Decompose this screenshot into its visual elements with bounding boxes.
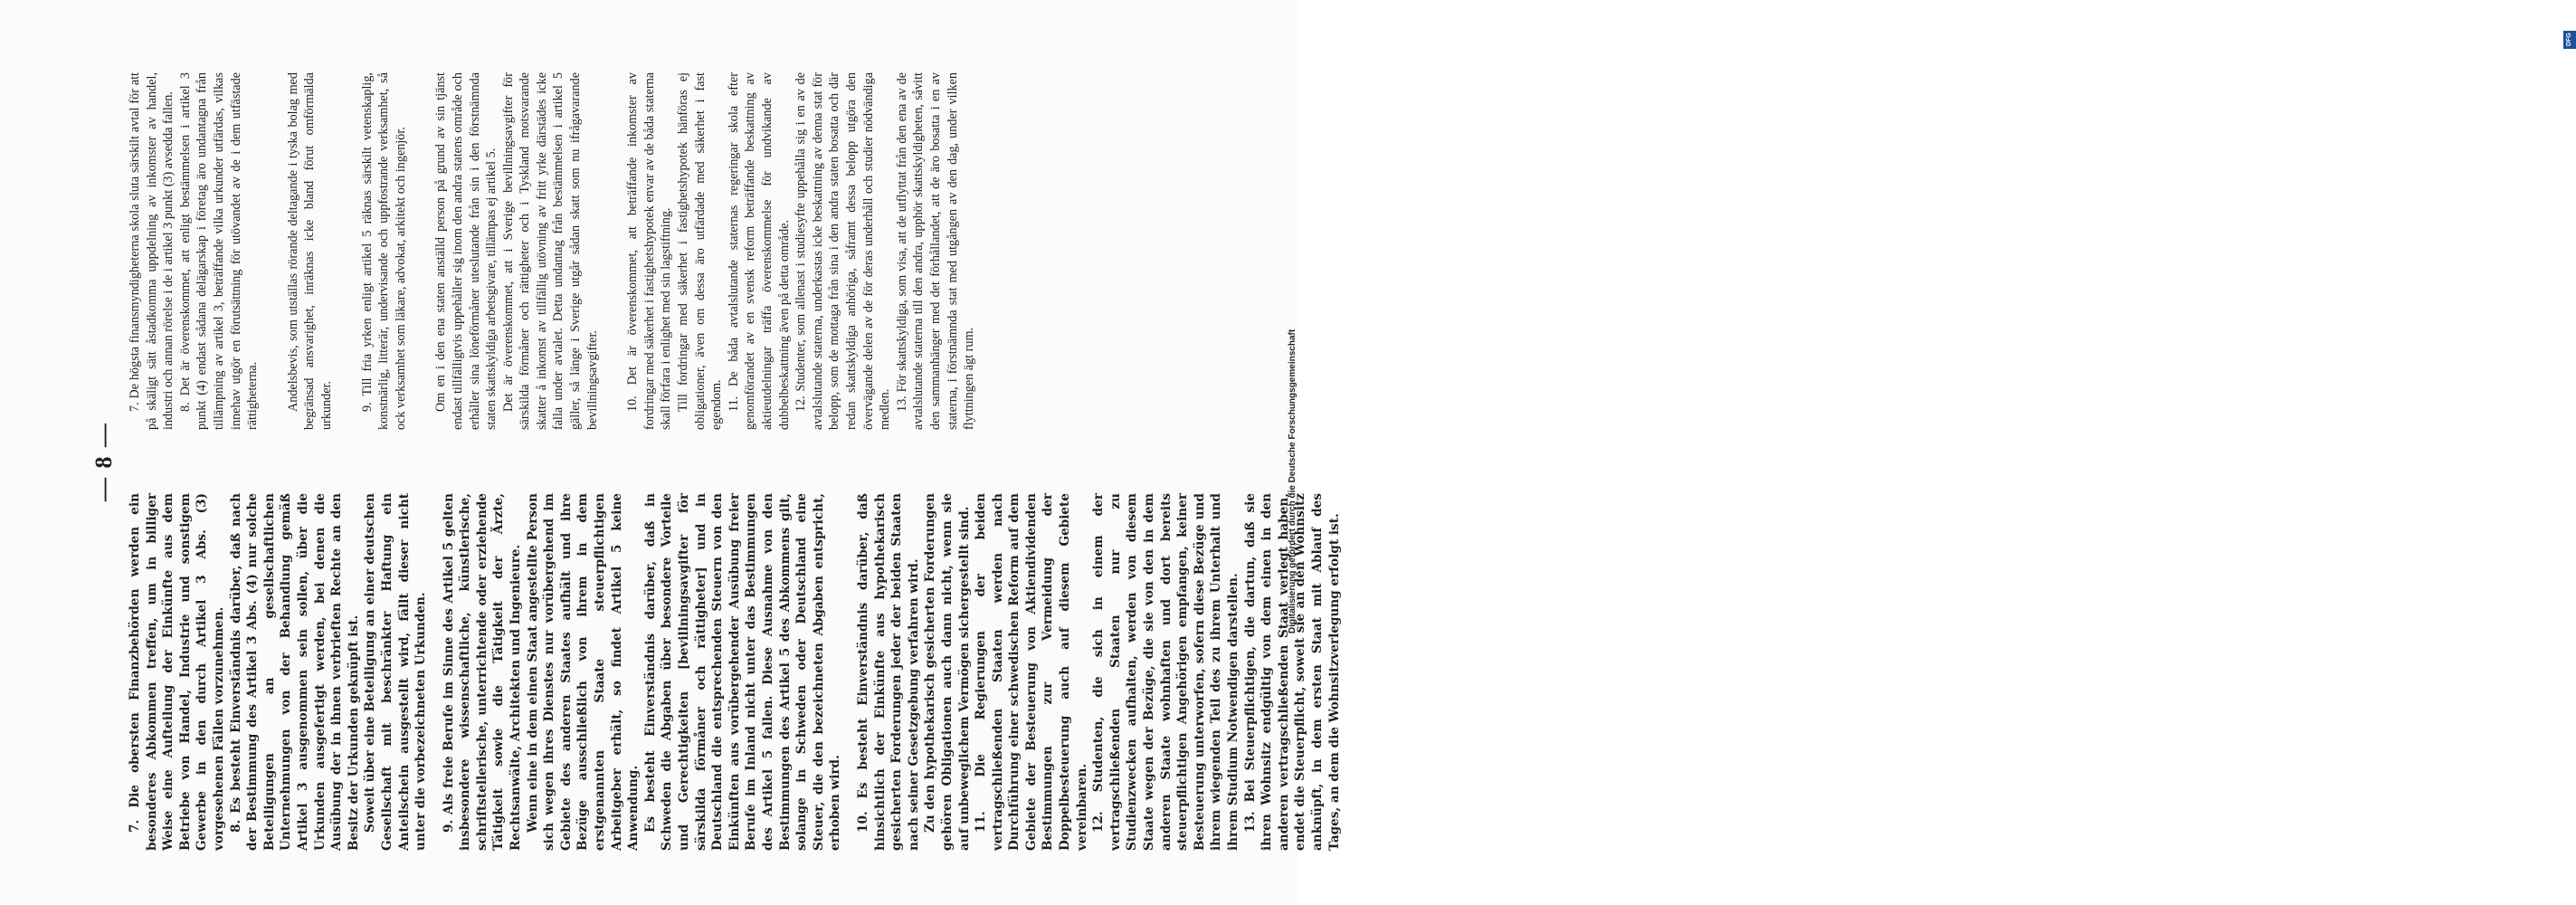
german-paragraph-8-cont: Soweit über eine Beteiligung an einer deutschen Gesellschaft mit beschränkter Haftung ein Anteilschein ausgestellt wird, fällt dieser nicht unter die vorbezeichneten Urkunden.: [363, 493, 429, 851]
swedish-paragraph-13: 13. För skattskyldiga, som visa, att de utflyttat från den ena av de avtalslutande staterna till den andra, upphör skattskyldigheten, såvitt den sammanhänger med det förhållandet, att de äro bosatta i en av staterna, i förstnämnda stat med utgången av den dag, under vilken flyttningen ägt rum.: [894, 72, 977, 430]
swedish-paragraph-10: 10. Det är överenskommet, att beträffande inkomster av fordringar med säkerhet i fastighetshypotek envar av de båda staterna skall förfara i enlighet med sin lagstiftning.: [625, 72, 674, 430]
dfg-logo: DFG: [2563, 31, 2576, 49]
german-paragraph-9: 9. Als freie Berufe im Sinne des Artikel 5 gelten insbesondere wissenschaftliche, künstlerische, schriftstellerische, unterrichtende oder erziehende Tätigkeit sowie die Tätigkeit der Ärzte, Rechtsanwälte, Architekten und Ingenieure.: [441, 493, 524, 851]
german-paragraph-10: 10. Es besteht Einverständnis darüber, daß hinsichtlich der Einkünfte aus hypothekarisch gesicherten Forderungen jeder der beiden Staaten nach seiner Gesetzgebung verfahren wird.: [855, 493, 921, 851]
swedish-paragraph-11: 11. De båda avtalslutande staternas regeringar skola efter genomförandet av en svensk reform beträffande beskattning av aktieutdelningar träffa överenskommelse för undvikande av dubbelbeskattning även på detta område.: [726, 72, 792, 430]
swedish-paragraph-9-cont-2: Det är överenskommet, att i Sverige bevillningsavgifter för särskilda förmåner och rättigheter och i Tyskland motsvarande skatter å inkomst av tillfällig utövning av fritt yrke därstädes icke falla under avtalet. Detta undantag från bestämmelsen i artikel 5 gäller, så länge i Sverige utgår sådan skatt som nu ifrågavarande bevillningsavgifter.: [500, 72, 600, 430]
german-text-column: [127, 493, 1342, 851]
digitization-credit: Digitalisierung gefördert durch die Deutsche Forschungsgemeinschaft: [1288, 329, 1298, 634]
swedish-paragraph-7: 7. De högsta finansmyndigheterna skola sluta särskilt avtal för att på skäligt sätt åstadkomma uppdelning av inkomster av handel, industri och annan rörelse i de i artikel 3 punkt (3) avsedda fallen.: [128, 72, 176, 430]
german-paragraph-13: 13. Bei Steuerpflichtigen, die dartun, daß sie ihren Wohnsitz endgültig von dem einen in den anderen vertragschließenden Staat verlegt haben, endet die Steuerpflicht, soweit sie an den Wohnsitz anknüpft, in dem ersten Staat mit Ablauf des Tages, an dem die Wohnsitzverlegung erfolgt ist.: [1242, 493, 1342, 851]
german-paragraph-10-cont: Zu den hypothekarisch gesicherten Forderungen gehören Obligationen auch dann nicht, wenn sie auf unbeweglichem Vermögen sichergestellt sind.: [923, 493, 972, 851]
german-paragraph-8: 8. Es besteht Einverständnis darüber, daß nach der Bestimmung des Artikel 3 Abs. (4) nur solche Beteiligungen an gesellschaftlichen Unternehmungen von der Behandlung gemäß Artikel 3 ausgenommen sein sollen, über die Urkunden ausgefertigt werden, bei denen die Ausübung der in ihnen verbrieften Rechte an den Besitz der Urkunden geknüpft ist.: [228, 493, 361, 851]
german-paragraph-7: 7. Die obersten Finanzbehörden werden ein besonderes Abkommen treffen, um in billiger Weise eine Aufteilung der Einkünfte aus dem Betriebe von Handel, Industrie und sonstigem Gewerbe in den durch Artikel 3 Abs. (3) vorgesehenen Fällen vorzunehmen.: [128, 493, 226, 851]
german-paragraph-11: 11. Die Regierungen der beiden vertragschließenden Staaten werden nach Durchführung einer schwedischen Reform auf dem Gebiete der Besteuerung von Aktiendividenden Bestimmungen zur Vermeidung der Doppelbesteuerung auch auf diesem Gebiete vereinbaren.: [974, 493, 1089, 851]
swedish-paragraph-10-cont: Till fordringar med säkerhet i fastighetshypotek hänföras ej obligationer, även om dessa äro utfärdade med säkerhet i fast egendom.: [676, 72, 725, 430]
swedish-paragraph-12: 12. Studenter, som allenast i studiesyfte uppehålla sig i en av de avtalslutande staterna, underkastas icke beskattning av denna stat för belopp, som de mottaga från sina i den andra staten bosatta och där redan skattskyldiga anhöriga, såframt dessa belopp utgöra den övervägande delen av de för deras underhåll och studier nödvändiga medlen.: [794, 72, 893, 430]
swedish-text-column: [127, 72, 1167, 430]
german-paragraph-9-cont-2: Es besteht Einverständnis darüber, daß in Schweden die Abgaben über besondere Vorteile und Gerechtigkeiten [bevillningsavgifter för särskilda förmåner och rättigheter] und in Deutschland die entsprechenden Steuern von den Einkünften aus vorübergehender Ausübung freier Berufe im Inland nicht unter das Bestimmungen des Artikel 5 fallen. Diese Ausnahme von den Bestimmungen des Artikel 5 des Abkommens gilt, solange in Schweden oder Deutschland eine Steuer, die den bezeichneten Abgaben entspricht, erhoben wird.: [642, 493, 843, 851]
swedish-paragraph-8: 8. Det är överenskommet, att enligt bestämmelsen i artikel 3 punkt (4) endast sådana delägarskap i företag äro undantagna från tillämpning av artikel 3, beträffande vilka urkunder utfärdas, vilkas innehav utgör en förutsättning för utövandet av de i dem utfästade rättigheterna.: [177, 72, 261, 430]
swedish-paragraph-9: 9. Till fria yrken enligt artikel 5 räknas särskilt vetenskaplig, konstnärlig, litterär, undervisande och uppfostrande verksamhet, så ock verksamhet som läkare, advokat, arkitekt och ingenjör.: [359, 72, 408, 430]
german-paragraph-9-cont: Wenn eine in dem einen Staat angestellte Person sich wegen ihres Dienstes nur vorübergehend im Gebiete des anderen Staates aufhält und ihre Bezüge ausschließlich von ihrem in dem erstgenannten Staate steuerpflichtigen Arbeitgeber erhält, so findet Artikel 5 keine Anwendung.: [525, 493, 642, 851]
swedish-paragraph-9-cont: Om en i den ena staten anställd person på grund av sin tjänst endast tillfälligtvis uppehåller sig inom den andra statens område och erhåller sina löneförmåner uteslutande från sin i den förstnämnda staten skattskyldiga arbetsgivare, tillämpas ej artikel 5.: [433, 72, 499, 430]
page-number: — 8 —: [90, 422, 117, 501]
german-paragraph-12: 12. Studenten, die sich in einem der vertragschließenden Staaten nur zu Studienzwecken aufhalten, werden von diesem Staate wegen der Bezüge, die sie von den in dem anderen Staate wohnhaften und dort bereits steuerpflichtigen Angehörigen empfangen, keiner Besteuerung unterworfen, sofern diese Bezüge und ihrem wiegenden Teil des zu ihrem Unterhalt und ihrem Studium Notwendigen darstellen.: [1091, 493, 1240, 851]
swedish-paragraph-8-cont: Andelsbevis, som utställas rörande deltagande i tyska bolag med begränsad ansvarighet, inräknas icke bland förut omförmälda urkunder.: [285, 72, 334, 430]
